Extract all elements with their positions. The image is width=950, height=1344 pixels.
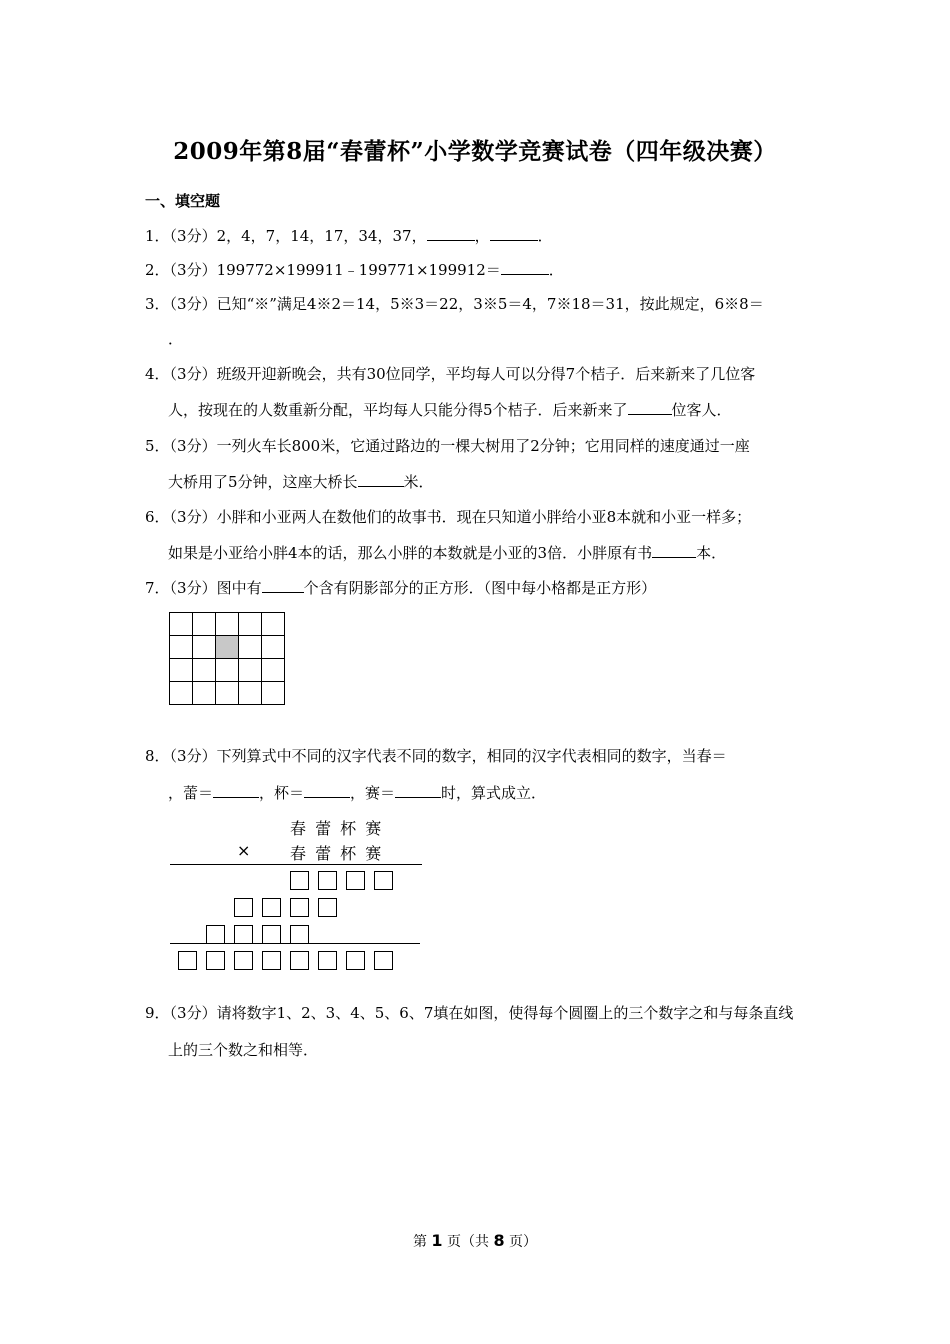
digit-box xyxy=(318,898,337,917)
q6-end: 本． xyxy=(696,544,727,562)
grid-cell xyxy=(262,659,285,682)
grid-cell xyxy=(216,659,239,682)
times-sign: × xyxy=(237,841,251,860)
grid-cell xyxy=(193,636,216,659)
question-4-cont xyxy=(168,399,732,420)
digit-box xyxy=(318,871,337,890)
grid-cell xyxy=(216,682,239,705)
page-title: 2009年第8届“春蕾杯”小学数学竞赛试卷（四年级决赛） xyxy=(173,138,777,165)
grid-cell xyxy=(170,682,193,705)
grid-cell xyxy=(170,659,193,682)
answer-blank[interactable] xyxy=(628,399,672,415)
section-heading: 一、填空题 xyxy=(145,192,221,210)
question-8: 8．（3分）下列算式中不同的汉字代表不同的数字，相同的汉字代表相同的数字，当春＝ xyxy=(145,747,727,765)
question-5: 5．（3分）一列火车长800米，它通过路边的一棵大树用了2分钟；它用同样的速度通过一座 xyxy=(145,437,750,455)
q5-text: 大桥用了5分钟，这座大桥长 xyxy=(168,473,358,491)
q1-sep: ， xyxy=(474,227,490,245)
question-6-cont xyxy=(168,542,726,563)
answer-blank[interactable] xyxy=(652,542,696,558)
digit-box xyxy=(206,951,225,970)
question-3-end: ． xyxy=(168,330,184,348)
question-9: 9．（3分）请将数字1、2、3、4、5、6、7填在如图，使得每个圆圈上的三个数字之和与每条直线 xyxy=(145,1004,794,1022)
grid-cell xyxy=(193,613,216,636)
digit-box xyxy=(234,951,253,970)
question-9-cont: 上的三个数之和相等． xyxy=(168,1041,319,1059)
answer-blank[interactable] xyxy=(262,577,304,593)
puzzle-row-1: 春 蕾 杯 赛 xyxy=(290,819,384,838)
grid-cell xyxy=(262,636,285,659)
page-footer xyxy=(0,1231,950,1251)
grid-cell xyxy=(170,636,193,659)
grid-cell xyxy=(170,613,193,636)
digit-box xyxy=(290,951,309,970)
question-7 xyxy=(145,577,656,598)
answer-blank[interactable] xyxy=(304,782,350,798)
shaded-cell xyxy=(216,636,239,659)
square-grid-figure xyxy=(169,612,285,705)
q8-text-c: ，赛＝ xyxy=(350,784,396,802)
digit-box xyxy=(346,871,365,890)
digit-box xyxy=(374,951,393,970)
digit-box xyxy=(178,951,197,970)
page-total: 8 xyxy=(493,1231,505,1250)
q6-text: 如果是小亚给小胖4本的话，那么小胖的本数就是小亚的3倍．小胖原有书 xyxy=(168,544,653,562)
q1-end: ． xyxy=(537,227,553,245)
digit-box xyxy=(234,898,253,917)
q5-end: 米． xyxy=(403,473,434,491)
q2-end: ． xyxy=(548,261,564,279)
divider-line xyxy=(170,864,422,865)
q8-text-b: ，杯＝ xyxy=(259,784,305,802)
grid-cell xyxy=(262,613,285,636)
grid-cell xyxy=(262,682,285,705)
question-5-cont xyxy=(168,471,434,492)
question-4: 4．（3分）班级开迎新晚会，共有30位同学，平均每人可以分得7个桔子．后来新来了几位客 xyxy=(145,365,756,383)
question-3: 3．（3分）已知“※”满足4※2＝14，5※3＝22，3※5＝4，7※18＝31，按此规定，6※8＝ xyxy=(145,295,764,313)
footer-prefix: 第 xyxy=(412,1234,432,1250)
answer-blank[interactable] xyxy=(213,782,259,798)
grid-cell xyxy=(239,682,262,705)
digit-box xyxy=(318,951,337,970)
page-number: 1 xyxy=(431,1231,443,1250)
q2-text: 2．（3分）199772×199911﹣199771×199912＝ xyxy=(145,261,501,279)
grid-cell xyxy=(239,659,262,682)
question-6: 6．（3分）小胖和小亚两人在数他们的故事书．现在只知道小胖给小亚8本就和小亚一样多； xyxy=(145,508,752,526)
footer-suffix: 页） xyxy=(504,1234,538,1250)
divider-line xyxy=(170,943,420,944)
grid-cell xyxy=(193,682,216,705)
q7-text: 7．（3分）图中有 xyxy=(145,579,262,597)
answer-blank[interactable] xyxy=(395,782,441,798)
q4-end: 位客人． xyxy=(671,401,732,419)
q7-text-end: 个含有阴影部分的正方形．（图中每小格都是正方形） xyxy=(303,579,657,597)
grid-cell xyxy=(216,613,239,636)
question-8-cont xyxy=(168,782,546,803)
answer-blank[interactable] xyxy=(427,225,475,241)
footer-middle: 页（共 xyxy=(442,1234,494,1250)
digit-box xyxy=(234,925,253,944)
digit-box xyxy=(290,871,309,890)
q1-text: 1．（3分）2，4，7，14，17，34，37， xyxy=(145,227,427,245)
digit-box xyxy=(262,925,281,944)
puzzle-row-2: 春 蕾 杯 赛 xyxy=(290,844,384,863)
grid-cell xyxy=(193,659,216,682)
question-2 xyxy=(145,259,564,280)
digit-box xyxy=(290,925,309,944)
digit-box xyxy=(346,951,365,970)
answer-blank[interactable] xyxy=(358,471,404,487)
answer-blank[interactable] xyxy=(501,259,549,275)
q4-text: 人，按现在的人数重新分配，平均每人只能分得5个桔子．后来新来了 xyxy=(168,401,628,419)
q8-text-d: 时，算式成立． xyxy=(441,784,547,802)
answer-blank[interactable] xyxy=(490,225,538,241)
q8-text-a: ，蕾＝ xyxy=(168,784,214,802)
digit-box xyxy=(262,951,281,970)
digit-box xyxy=(206,925,225,944)
grid-cell xyxy=(239,613,262,636)
question-1 xyxy=(145,225,553,246)
grid-cell xyxy=(239,636,262,659)
digit-box xyxy=(374,871,393,890)
digit-box xyxy=(262,898,281,917)
digit-box xyxy=(290,898,309,917)
